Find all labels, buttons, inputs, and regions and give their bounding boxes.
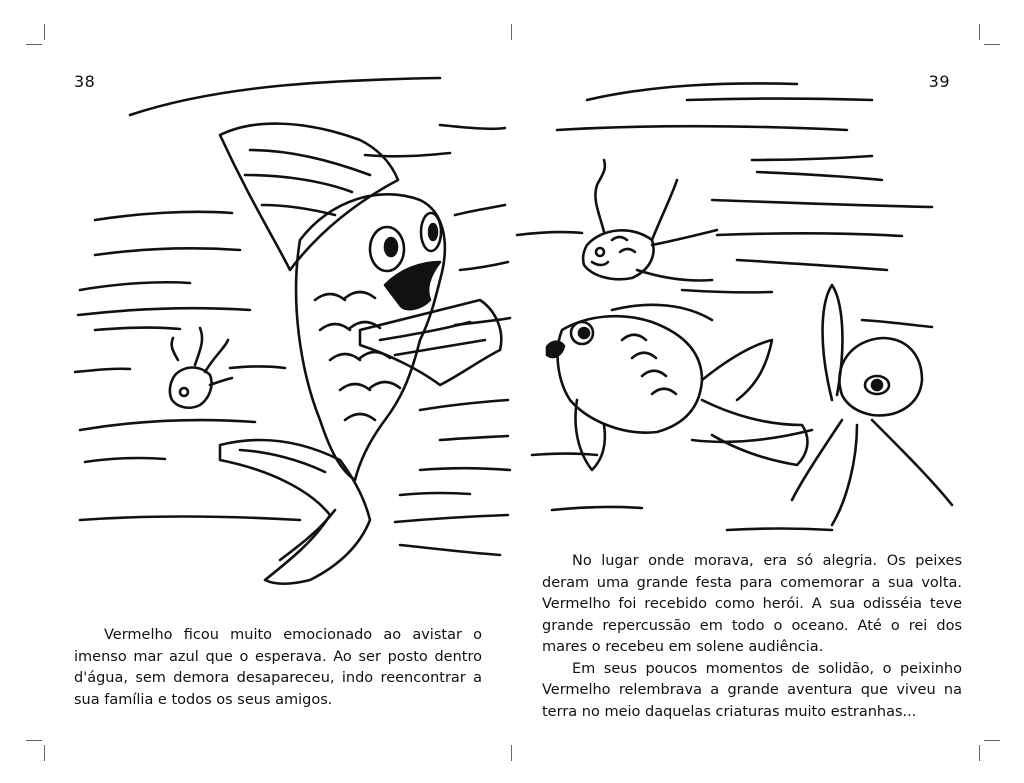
small-fish-drawing <box>583 160 717 281</box>
right-page-text <box>542 551 962 723</box>
water-wave-lines <box>517 83 932 530</box>
right-page <box>512 0 1024 783</box>
left-illustration <box>0 0 512 610</box>
left-page-text <box>74 625 482 711</box>
paragraph: Vermelho ficou muito emocionado ao avistar o imenso mar azul que o esperava. Ao ser posto dentro d'água, sem demora desapareceu, indo reencontrar a sua família e todos os seus amigos. <box>74 627 482 708</box>
octopus-drawing <box>692 285 952 525</box>
page-number: 38 <box>74 72 96 91</box>
paragraph: No lugar onde morava, era só alegria. Os peixes deram uma grande festa para comemorar a sua volta. Vermelho foi recebido como herói. A sua odisséia teve grande repercussão em todo o oceano. Até o rei dos mares o recebeu em solene audiência. <box>542 553 962 655</box>
fish-drawing <box>547 305 807 470</box>
large-fish-drawing <box>220 124 501 584</box>
water-wave-lines <box>75 78 510 555</box>
right-illustration <box>512 0 1024 550</box>
page-number: 39 <box>928 72 950 91</box>
paragraph: Em seus poucos momentos de solidão, o peixinho Vermelho relembrava a grande aventura que viveu na terra no meio daquelas criaturas muito estranhas... <box>542 660 962 720</box>
small-fish-drawing <box>170 328 232 408</box>
